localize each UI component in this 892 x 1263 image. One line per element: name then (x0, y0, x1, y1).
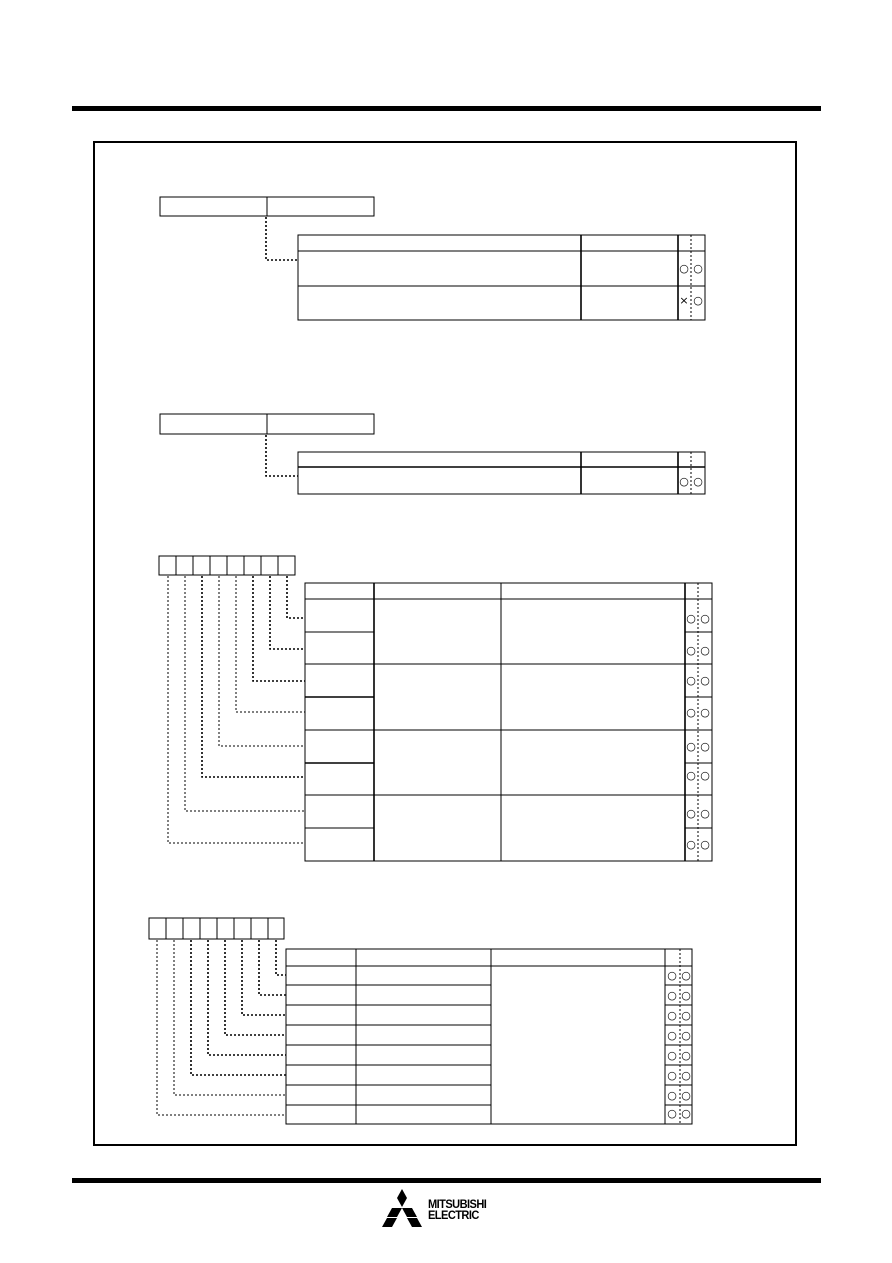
diagram-3 (159, 556, 712, 861)
mitsubishi-logo (380, 1189, 520, 1231)
circle-mark: ○ (667, 1089, 677, 1102)
bottom-rule (72, 1178, 821, 1183)
bit-table (286, 949, 692, 1124)
circle-mark: ○ (667, 1107, 677, 1120)
circle-mark: ○ (700, 706, 710, 719)
circle-mark: ○ (681, 1089, 691, 1102)
circle-mark: ○ (700, 807, 710, 820)
diagram-1 (160, 197, 705, 320)
diagram-2 (160, 414, 705, 494)
circle-mark: ○ (693, 475, 703, 488)
circle-mark: ○ (700, 674, 710, 687)
circle-mark: ○ (686, 740, 696, 753)
circle-mark: ○ (679, 475, 689, 488)
circle-mark: ○ (681, 1029, 691, 1042)
circle-mark: ○ (686, 612, 696, 625)
bit-table (305, 583, 712, 861)
bit-table (298, 452, 705, 494)
circle-mark: ○ (681, 1069, 691, 1082)
circle-mark: ○ (686, 769, 696, 782)
circle-mark: ○ (681, 969, 691, 982)
circle-mark: ○ (700, 644, 710, 657)
leader-line (266, 217, 298, 260)
circle-mark: ○ (700, 769, 710, 782)
circle-mark: ○ (686, 644, 696, 657)
circle-mark: ○ (667, 969, 677, 982)
circle-mark: ○ (667, 1009, 677, 1022)
circle-mark: ○ (681, 1107, 691, 1120)
diagram-4 (149, 918, 692, 1124)
circle-mark: ○ (679, 262, 689, 275)
bit-table (298, 235, 705, 320)
brand-line-1: MITSUBISHI (428, 1197, 487, 1211)
brand-line-2: ELECTRIC (428, 1208, 479, 1222)
circle-mark: ○ (700, 740, 710, 753)
circle-mark: ○ (700, 838, 710, 851)
leader-line (266, 435, 298, 476)
circle-mark: ○ (686, 706, 696, 719)
circle-mark: ○ (700, 612, 710, 625)
circle-mark: ○ (686, 674, 696, 687)
circle-mark: ○ (667, 1069, 677, 1082)
circle-mark: ○ (681, 1009, 691, 1022)
circle-mark: ○ (686, 807, 696, 820)
leader-lines (157, 940, 286, 1115)
brand-wordmark (428, 1199, 486, 1221)
circle-mark: ○ (667, 1049, 677, 1062)
three-diamonds-icon (380, 1189, 426, 1229)
circle-mark: ○ (693, 294, 703, 307)
circle-mark: ○ (667, 989, 677, 1002)
circle-mark: ○ (693, 262, 703, 275)
circle-mark: ○ (686, 838, 696, 851)
circle-mark: ○ (681, 1049, 691, 1062)
circle-mark: ○ (667, 1029, 677, 1042)
leader-lines (168, 576, 305, 843)
circle-mark: ○ (681, 989, 691, 1002)
cross-mark: × (679, 294, 689, 307)
